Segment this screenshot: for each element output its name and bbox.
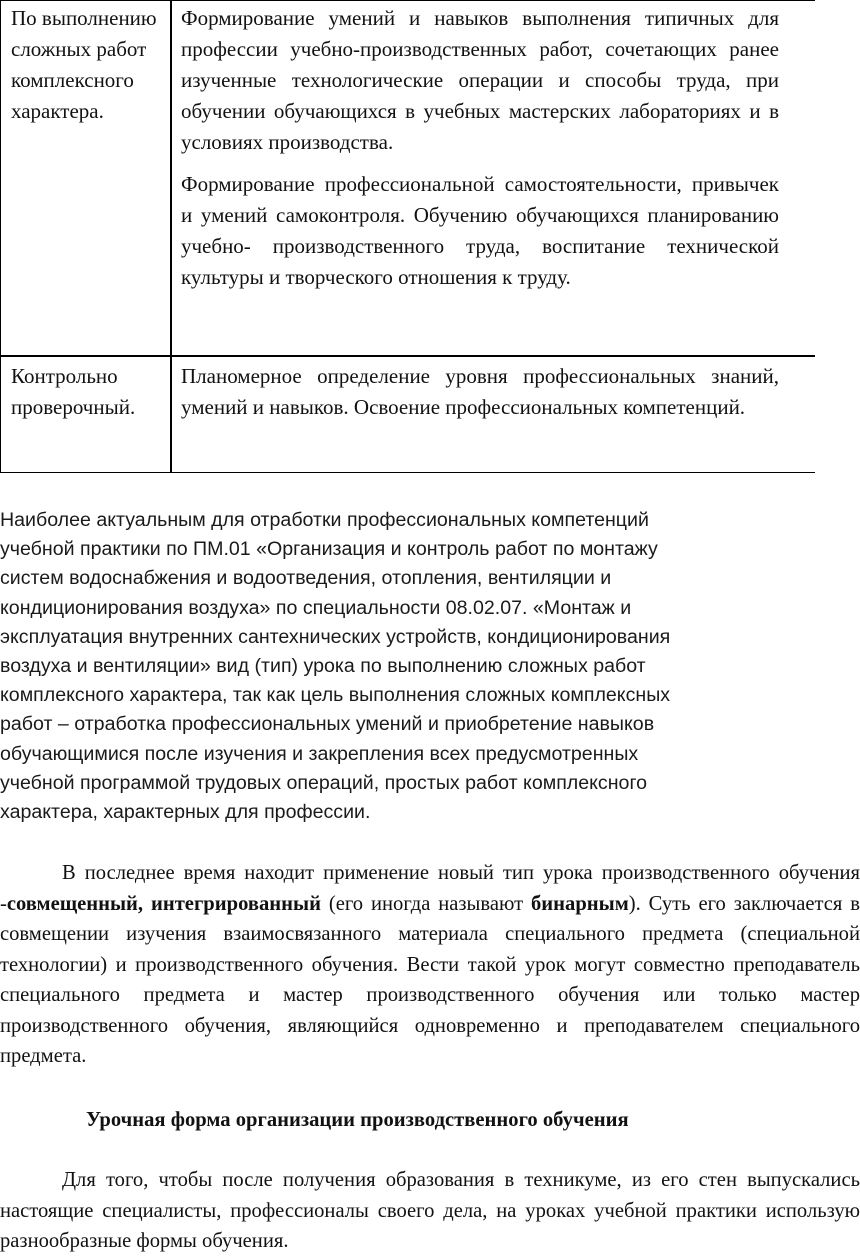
integrated-lesson-paragraph	[0, 858, 860, 1072]
table-cell-lesson-type: По выполнению сложных работ комплексного характера.	[11, 6, 157, 123]
table-row-divider	[1, 355, 815, 357]
relevance-paragraph: Наиболее актуальным для отработки профессиональных компетенций учебной практики по ПМ.01 «Организация и контроль работ по монтажу систем водоснабжения и водоотведения, отопления, вентиляции и кондиционирования воздуха» по специальности 08.02.07. «Монтаж и эксплуатация внутренних сантехнических устройств, кондиционирования воздуха и вентиляции» вид (тип) урока по выполнению сложных работ комплексного характера, так как цель выполнения сложных комплексных работ – отработка профессиональных умений и приобретение навыков обучающимися после изучения и закрепления всех предусмотренных учебной программой трудовых операций, простых работ комплексного характера, характерных для профессии.	[0, 509, 671, 824]
text-span: В последнее время находит применение новый тип урока производственного обучения -	[0, 862, 860, 915]
description-paragraph: Планомерное определение уровня профессиональных знаний, умений и навыков. Освоение профессиональных компетенций.	[181, 364, 779, 419]
table-cell-description	[181, 361, 779, 423]
bold-term: бинарным	[531, 892, 629, 915]
description-paragraph: Формирование умений и навыков выполнения типичных для профессии учебно-производственных работ, сочетающих ранее изученные технологические операции и способы труда, при обучении обучающихся в учебных мастерских лабораториях и в условиях производства.	[181, 6, 779, 154]
text-span: ). Суть его заключается в совмещении изучения взаимосвязанного материала специального предмета (специальной технологии) и производственного обучения. Вести такой урок могут совместно преподаватель специального предмета и мастер производственного обучения или только мастер производственного обучения, являющийся одновременно и преподавателем специального предмета.	[0, 892, 860, 1067]
table-column-divider	[170, 1, 172, 472]
text-span: (его иногда называют	[320, 892, 531, 915]
description-paragraph: Формирование профессиональной самостоятельности, привычек и умений самоконтроля. Обучению обучающихся планированию учебно- производственного труда, воспитание технической культуры и творческого отношения к труду.	[181, 172, 779, 289]
section-heading: Урочная форма организации производственного обучения	[86, 1109, 629, 1131]
table-cell-lesson-type: Контрольно проверочный.	[11, 364, 136, 419]
forms-paragraph: Для того, чтобы после получения образования в техникуме, из его стен выпускались настоящие специалисты, профессионалы своего дела, на уроках учебной практики использую разнообразные формы обучения.	[0, 1169, 860, 1252]
lesson-types-table	[0, 0, 815, 473]
table-cell-description	[181, 3, 779, 293]
bold-term: совмещенный, интегрированный	[6, 892, 321, 915]
